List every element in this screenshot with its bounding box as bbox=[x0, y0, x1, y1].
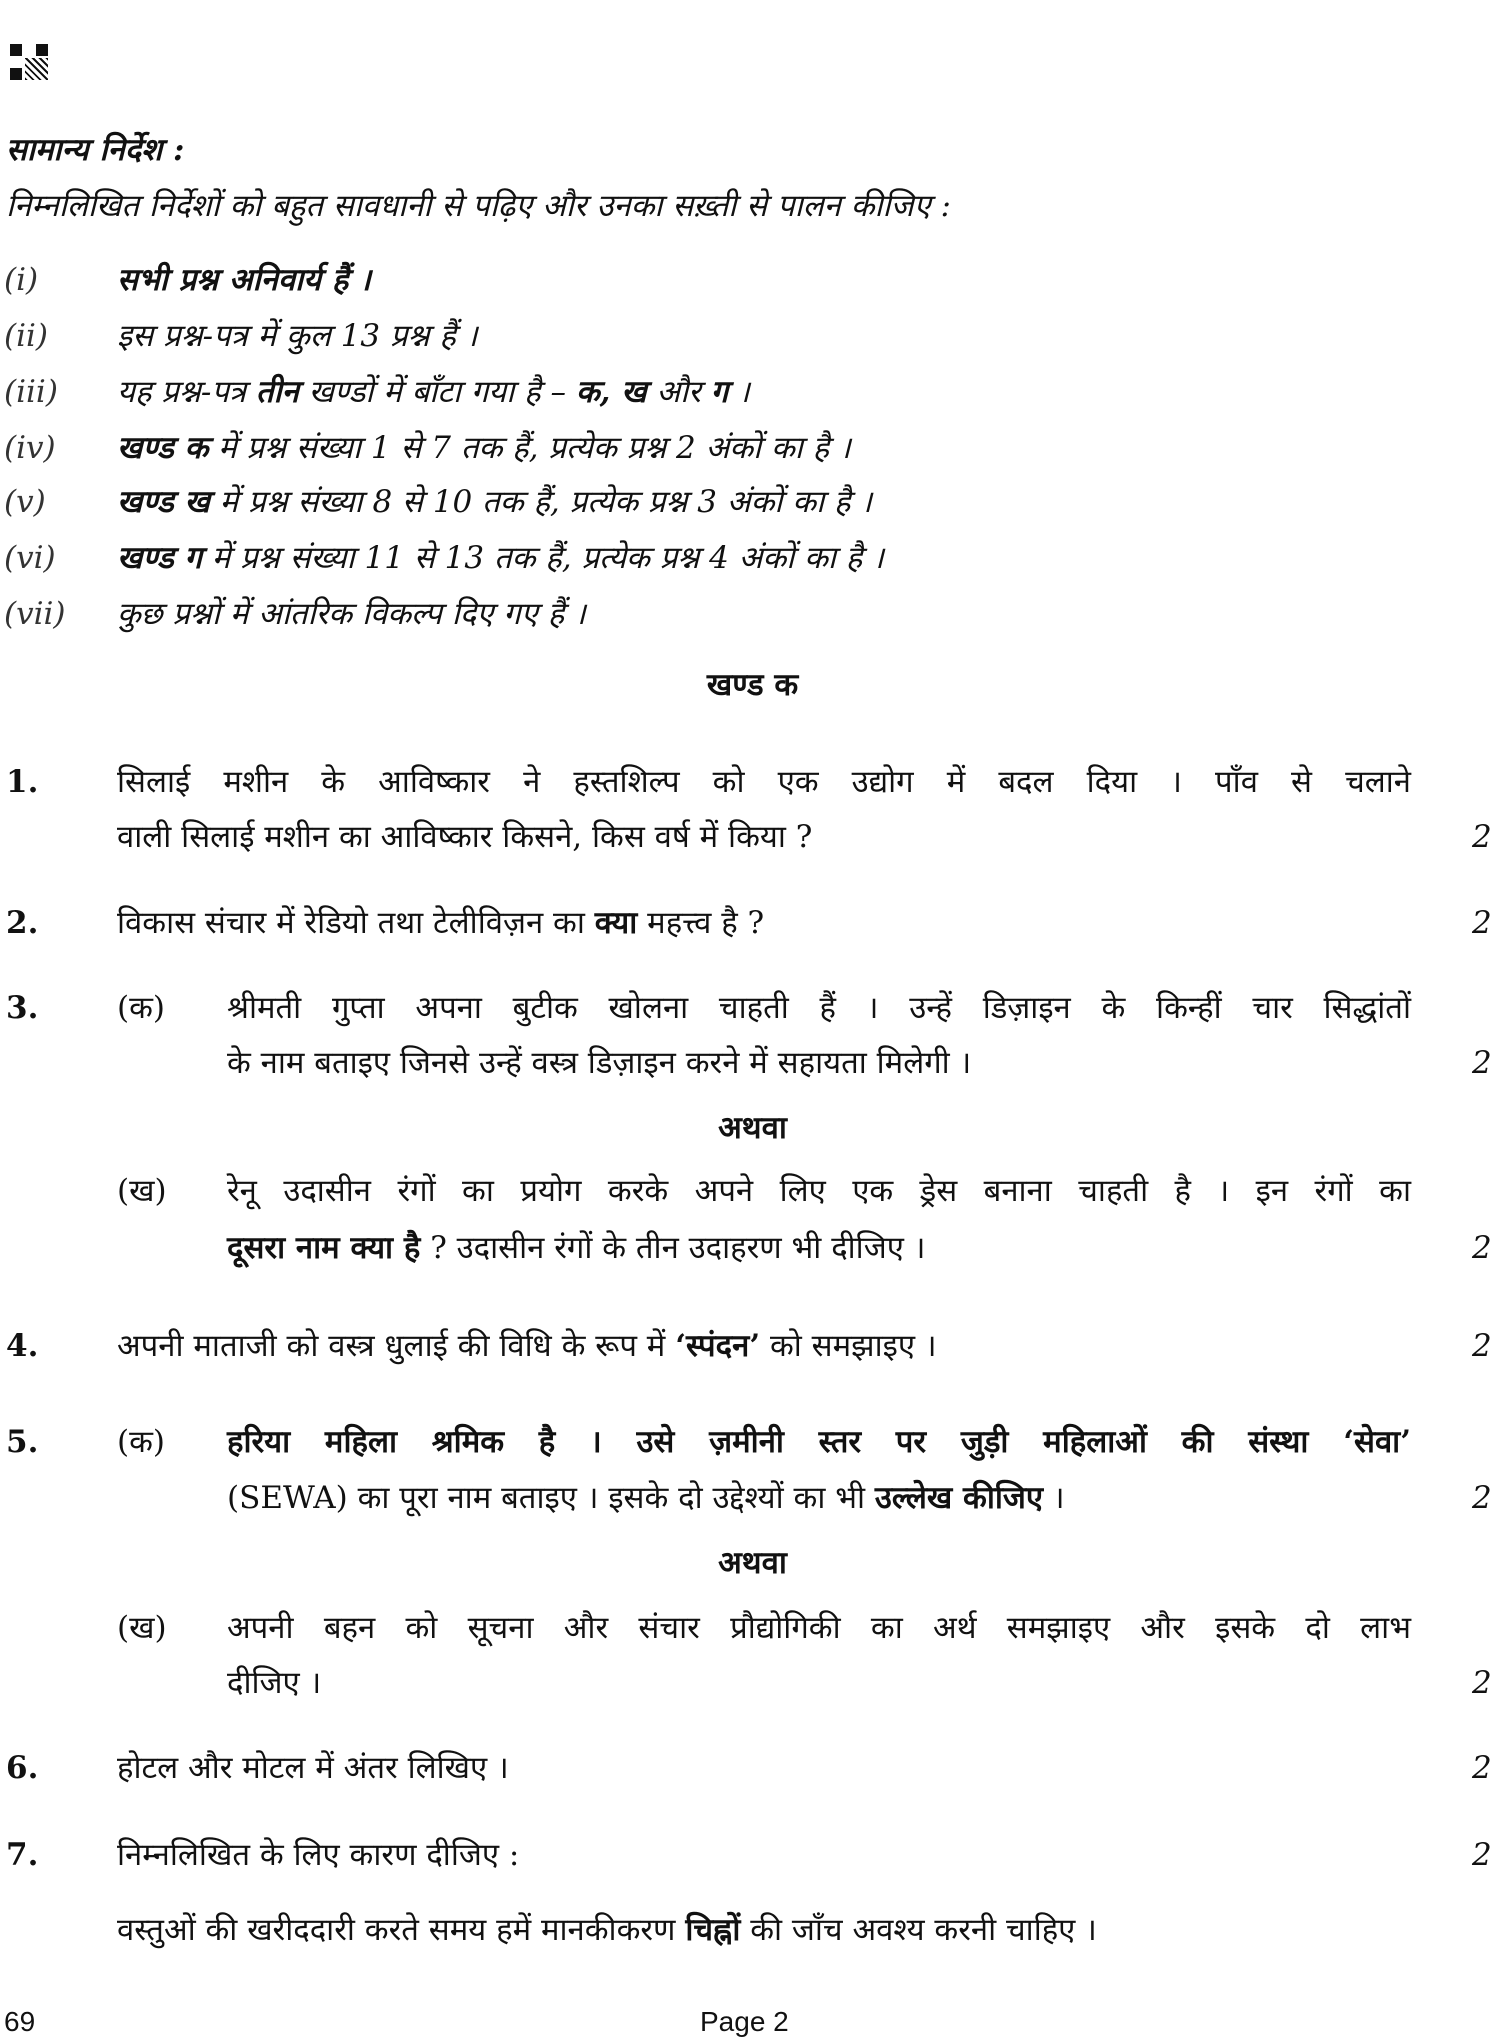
instruction-item bbox=[117, 372, 750, 412]
text-segment: और bbox=[646, 374, 711, 410]
option-text-line bbox=[227, 1663, 321, 1703]
option-text-line bbox=[227, 988, 1411, 1028]
question-text-line bbox=[117, 1835, 519, 1875]
text-segment: उल्लेख कीजिए bbox=[874, 1480, 1044, 1516]
question-text-line bbox=[117, 817, 812, 857]
instruction-label: (vii) bbox=[4, 596, 66, 632]
marks-label: 2 bbox=[1472, 1665, 1492, 1701]
instruction-item bbox=[117, 594, 586, 634]
text-segment: ग bbox=[710, 374, 729, 410]
text-segment: हरिया महिला श्रमिक है । उसे ज़मीनी स्तर पर जुड़ी महिलाओं की संस्था ‘सेवा’ bbox=[227, 1424, 1411, 1460]
instruction-item bbox=[117, 482, 872, 522]
text-segment: तीन bbox=[255, 374, 299, 410]
text-segment: । bbox=[728, 374, 750, 410]
question-text-line bbox=[117, 1326, 937, 1366]
text-segment: कुछ प्रश्नों में आंतरिक विकल्प दिए गए हैं । bbox=[117, 596, 586, 632]
instruction-label: (i) bbox=[4, 262, 39, 298]
text-segment: । bbox=[1043, 1480, 1065, 1516]
marks-label: 2 bbox=[1472, 1045, 1492, 1081]
marks-label: 2 bbox=[1472, 1837, 1492, 1873]
instruction-label: (iv) bbox=[4, 430, 56, 466]
text-segment: में प्रश्न संख्या 11 से 13 तक हैं, प्रत्येक प्रश्न 4 अंकों का है । bbox=[201, 540, 884, 576]
question-text-line bbox=[117, 762, 1411, 802]
section-title: खण्ड क bbox=[706, 667, 799, 703]
text-segment: के नाम बताइए जिनसे उन्हें वस्त्र डिज़ाइन करने में सहायता मिलेगी । bbox=[227, 1045, 972, 1081]
text-segment: दीजिए । bbox=[227, 1665, 322, 1701]
marks-label: 2 bbox=[1472, 1480, 1492, 1516]
text-segment: श्रीमती गुप्ता अपना बुटीक खोलना चाहती हैं । उन्हें डिज़ाइन के किन्हीं चार सिद्धांतों bbox=[227, 990, 1411, 1026]
paper-code: 69 bbox=[4, 2006, 36, 2037]
text-segment: महत्त्व है ? bbox=[637, 905, 765, 941]
option-text-line bbox=[227, 1228, 925, 1268]
text-segment: में प्रश्न संख्या 1 से 7 तक हैं, प्रत्येक प्रश्न 2 अंकों का है । bbox=[208, 430, 851, 466]
question-number: 6. bbox=[6, 1750, 39, 1786]
instructions-heading: सामान्य निर्देश : bbox=[6, 132, 185, 168]
option-text-line bbox=[227, 1478, 1065, 1518]
instruction-label: (ii) bbox=[4, 318, 49, 354]
option-label: (क) bbox=[117, 1424, 165, 1460]
instruction-label: (v) bbox=[4, 484, 46, 520]
text-segment: इस प्रश्न-पत्र में कुल 13 प्रश्न हैं । bbox=[117, 318, 478, 354]
question-number: 4. bbox=[6, 1328, 39, 1364]
question-number: 3. bbox=[6, 990, 39, 1026]
text-segment: निम्नलिखित के लिए कारण दीजिए : bbox=[117, 1837, 520, 1873]
text-segment: क, ख bbox=[575, 374, 647, 410]
marks-label: 2 bbox=[1472, 1230, 1492, 1266]
question-number: 5. bbox=[6, 1424, 39, 1460]
page-number: Page 2 bbox=[700, 2006, 789, 2037]
instruction-item bbox=[117, 428, 851, 468]
text-segment: यह प्रश्न-पत्र bbox=[117, 374, 256, 410]
question-text-line bbox=[117, 1748, 509, 1788]
question-number: 1. bbox=[6, 764, 39, 800]
text-segment: रेनू उदासीन रंगों का प्रयोग करके अपने लिए एक ड्रेस बनाना चाहती है । इन रंगों का bbox=[227, 1173, 1411, 1209]
option-label: (क) bbox=[117, 990, 165, 1026]
instruction-label: (iii) bbox=[4, 374, 58, 410]
question-number: 7. bbox=[6, 1837, 39, 1873]
marks-label: 2 bbox=[1472, 1328, 1492, 1364]
instruction-item bbox=[117, 316, 477, 356]
option-label: (ख) bbox=[117, 1610, 167, 1646]
marks-label: 2 bbox=[1472, 905, 1492, 941]
text-segment: सभी प्रश्न अनिवार्य हैं । bbox=[117, 262, 371, 298]
marks-label: 2 bbox=[1472, 1750, 1492, 1786]
instruction-item bbox=[117, 260, 371, 300]
or-divider: अथवा bbox=[718, 1110, 787, 1146]
text-segment: क्या bbox=[594, 905, 638, 941]
text-segment: होटल और मोटल में अंतर लिखिए । bbox=[117, 1750, 509, 1786]
text-segment: (SEWA) का पूरा नाम बताइए । इसके दो उद्देश्यों का भी bbox=[227, 1480, 875, 1516]
option-text-line bbox=[227, 1043, 971, 1083]
text-segment: में प्रश्न संख्या 8 से 10 तक हैं, प्रत्येक प्रश्न 3 अंकों का है । bbox=[209, 484, 873, 520]
option-text-line bbox=[227, 1171, 1411, 1211]
text-segment: दूसरा नाम क्या है bbox=[227, 1230, 421, 1266]
instruction-label: (vi) bbox=[4, 540, 56, 576]
text-segment: खण्ड ग bbox=[117, 540, 202, 576]
text-segment: की जाँच अवश्य करनी चाहिए । bbox=[740, 1912, 1097, 1948]
text-segment: अपनी बहन को सूचना और संचार प्रौद्योगिकी का अर्थ समझाइए और इसके दो लाभ bbox=[227, 1610, 1411, 1646]
text-segment: खण्डों में बाँटा गया है – bbox=[298, 374, 576, 410]
text-segment: वस्तुओं की खरीददारी करते समय हमें मानकीकरण bbox=[117, 1912, 686, 1948]
qr-code-icon bbox=[10, 44, 48, 80]
text-segment: खण्ड ख bbox=[117, 484, 210, 520]
or-divider: अथवा bbox=[718, 1545, 787, 1581]
text-segment: अपनी माताजी को वस्त्र धुलाई की विधि के रूप में bbox=[117, 1328, 676, 1364]
text-segment: को समझाइए । bbox=[760, 1328, 937, 1364]
text-segment: वाली सिलाई मशीन का आविष्कार किसने, किस वर्ष में किया ? bbox=[117, 819, 813, 855]
question-text-line bbox=[117, 1910, 1097, 1950]
instructions-intro: निम्नलिखित निर्देशों को बहुत सावधानी से पढ़िए और उनका सख़्ती से पालन कीजिए : bbox=[6, 188, 951, 224]
instruction-item bbox=[117, 538, 884, 578]
question-number: 2. bbox=[6, 905, 39, 941]
question-text-line bbox=[117, 903, 764, 943]
text-segment: विकास संचार में रेडियो तथा टेलीविज़न का bbox=[117, 905, 595, 941]
text-segment: सिलाई मशीन के आविष्कार ने हस्तशिल्प को एक उद्योग में बदल दिया । पाँव से चलाने bbox=[117, 764, 1411, 800]
option-text-line bbox=[227, 1422, 1411, 1462]
text-segment: चिह्नों bbox=[685, 1912, 741, 1948]
marks-label: 2 bbox=[1472, 819, 1492, 855]
text-segment: खण्ड क bbox=[117, 430, 209, 466]
text-segment: ‘स्पंदन’ bbox=[675, 1328, 761, 1364]
option-label: (ख) bbox=[117, 1173, 167, 1209]
text-segment: ? उदासीन रंगों के तीन उदाहरण भी दीजिए । bbox=[420, 1230, 926, 1266]
option-text-line bbox=[227, 1608, 1411, 1648]
